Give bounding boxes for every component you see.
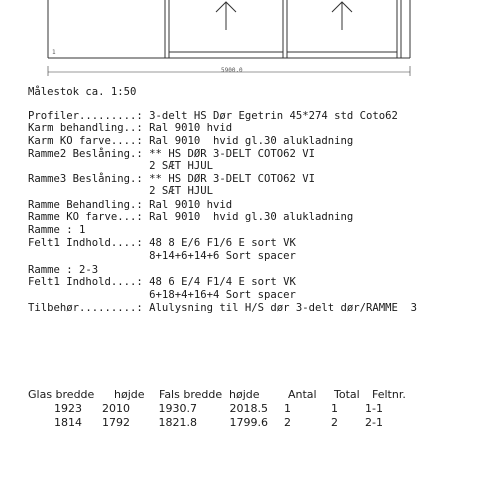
frame-number: 1 <box>52 49 56 56</box>
glass-table-header-cell: Feltnr. <box>372 388 406 401</box>
spec-line: 6+18+4+16+4 Sort spacer <box>28 289 296 301</box>
spec-line: Ramme : 1 <box>28 224 86 236</box>
glass-table-header-cell: Fals bredde <box>159 388 223 401</box>
table-row <box>28 402 428 416</box>
width-dimension-label: 5900.0 <box>221 67 243 74</box>
slide-arrow-2-icon <box>332 2 352 30</box>
glass-table-cell: 1923 <box>54 402 82 415</box>
spec-line: Ramme Behandling.: Ral 9010 hvid <box>28 199 233 211</box>
scale-label: Målestok ca. 1:50 <box>28 86 137 98</box>
spec-line: Ramme : 2-3 <box>28 264 99 276</box>
glass-table-cell: 1792 <box>102 416 130 429</box>
spec-line: Tilbehør.........: Alulysning til H/S dør 3-delt dør/RAMME 3 <box>28 302 418 314</box>
glass-table-cell: 1 <box>331 402 338 415</box>
glass-table-cell: 1-1 <box>365 402 383 415</box>
glass-table-cell: 1930.7 <box>158 402 197 415</box>
spec-line: Felt1 Indhold....: 48 6 E/4 F1/4 E sort VK <box>28 276 296 288</box>
glass-table-cell: 2018.5 <box>229 402 268 415</box>
glass-table-cell: 1821.8 <box>158 416 197 429</box>
spec-line: Felt1 Indhold....: 48 8 E/6 F1/6 E sort VK <box>28 237 296 249</box>
spec-line: Ramme KO farve...: Ral 9010 hvid gl.30 alukladning <box>28 211 354 223</box>
table-row <box>28 416 428 430</box>
spec-line: Ramme2 Beslåning.: ** HS DØR 3-DELT COTO62 VI <box>28 148 316 160</box>
glass-table-cell: 1799.6 <box>229 416 268 429</box>
glass-table-header-cell: højde <box>229 388 260 401</box>
spec-line: Karm behandling..: Ral 9010 hvid <box>28 122 233 134</box>
glass-table-cell: 2010 <box>102 402 130 415</box>
glass-table <box>28 388 428 430</box>
glass-table-cell: 1814 <box>54 416 82 429</box>
glass-table-header-cell: Glas bredde <box>28 388 95 401</box>
spec-line: Karm KO farve....: Ral 9010 hvid gl.30 alukladning <box>28 135 354 147</box>
glass-table-header-cell: Antal <box>288 388 317 401</box>
glass-table-header-cell: højde <box>114 388 145 401</box>
spec-line: Ramme3 Beslåning.: ** HS DØR 3-DELT COTO62 VI <box>28 173 316 185</box>
glass-table-cell: 2-1 <box>365 416 383 429</box>
glass-table-header-cell: Total <box>334 388 360 401</box>
glass-table-cell: 2 <box>331 416 338 429</box>
glass-table-cell: 1 <box>284 402 291 415</box>
glass-table-header <box>28 388 428 402</box>
slide-arrow-1-icon <box>216 2 236 30</box>
spec-line: Profiler.........: 3-delt HS Dør Egetrin 45*274 std Coto62 <box>28 110 398 122</box>
spec-line: 8+14+6+14+6 Sort spacer <box>28 250 296 262</box>
glass-table-cell: 2 <box>284 416 291 429</box>
spec-line: 2 SÆT HJUL <box>28 185 213 197</box>
spec-line: 2 SÆT HJUL <box>28 160 213 172</box>
